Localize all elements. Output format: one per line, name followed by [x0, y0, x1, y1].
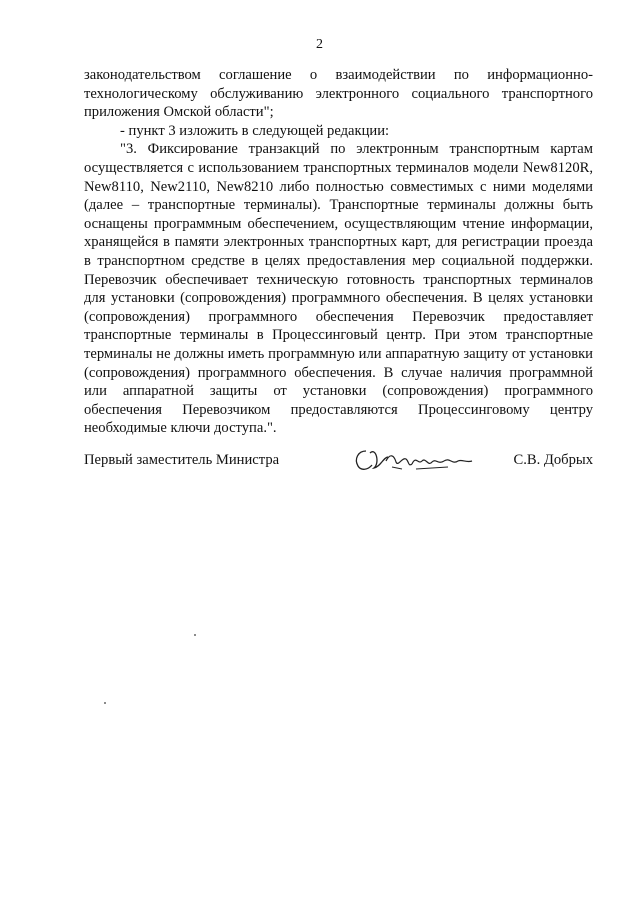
- scan-speck: [104, 702, 106, 704]
- paragraph-continuation: законодательством соглашение о взаимодействии по информационно-технологическому обслуживанию электронного социального транспортного приложения Омской области";: [84, 67, 593, 121]
- scan-speck: [194, 634, 196, 636]
- signer-title: Первый заместитель Министра: [84, 452, 280, 468]
- signature-block: [84, 449, 593, 479]
- handwritten-signature: [352, 443, 484, 477]
- paragraph-amendment-intro: - пункт 3 изложить в следующей редакции:: [120, 122, 390, 139]
- page-number: 2: [316, 37, 323, 52]
- signer-name: С.В. Добрых: [513, 452, 593, 468]
- document-body: [84, 66, 593, 438]
- paragraph-clause-3: "3. Фиксирование транзакций по электронным транспортным картам осуществляется с использованием транспортных терминалов модели New8120R, New8110, New2110, New8210 либо полностью совместимых с ними моделями (далее – транспортные терминалы). Транспортные терминалы должны быть оснащены программным обеспечением, осуществляющим чтение информации, хранящейся в памяти электронных транспортных карт, для регистрации проезда в транспортном средстве в целях предоставления мер социальной поддержки. Перевозчик обеспечивает техническую готовность транспортных терминалов для установки (сопровождения) программного обеспечения. В целях установки (сопровождения) программного обеспечения Перевозчик предоставляет транспортные терминалы в Процессинговый центр. При этом транспортные терминалы не должны иметь программную или аппаратную защиту от установки (сопровождения) программного обеспечения. В случае наличия программной или аппаратной защиты от установки (сопровождения) программного обеспечения Перевозчиком предоставляются Процессинговому центру необходимые ключи доступа.".: [84, 141, 593, 437]
